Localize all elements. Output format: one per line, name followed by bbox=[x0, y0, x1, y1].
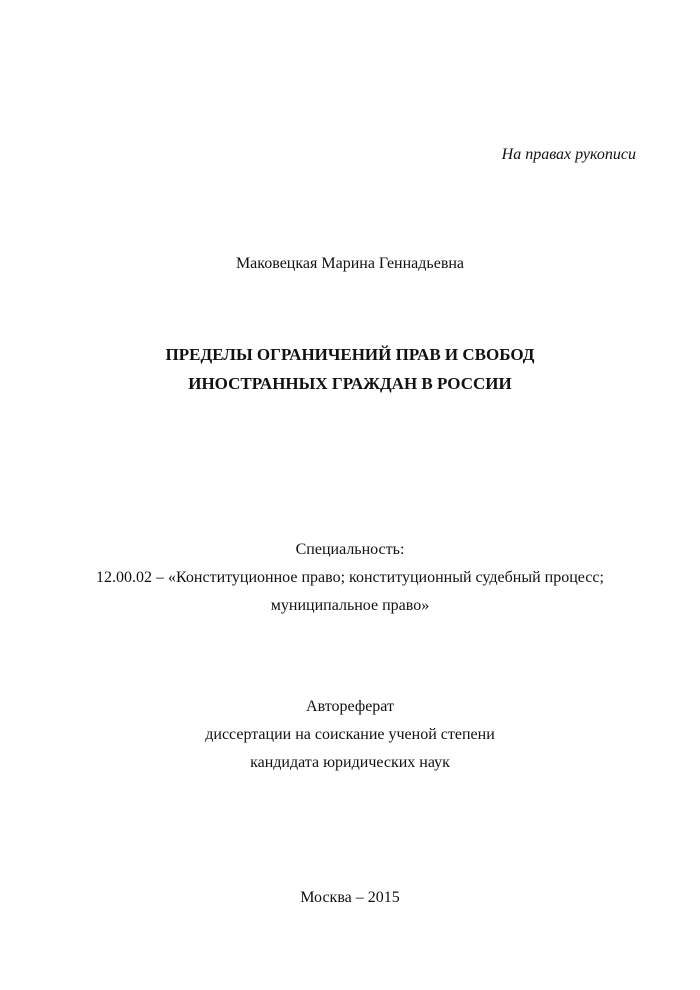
abstract-line-1: Автореферат bbox=[306, 698, 394, 715]
specialty-block bbox=[0, 536, 700, 620]
title-line-1: ПРЕДЕЛЫ ОГРАНИЧЕНИЙ ПРАВ И СВОБОД bbox=[165, 345, 535, 364]
author-name: Маковецкая Марина Геннадьевна bbox=[235, 255, 465, 272]
manuscript-rights-note: На правах рукописи bbox=[501, 146, 636, 163]
specialty-line-2: муниципальное право» bbox=[270, 597, 430, 614]
abstract-line-2: диссертации на соискание ученой степени bbox=[205, 726, 495, 743]
specialty-label: Специальность: bbox=[295, 541, 405, 558]
title-line-2: ИНОСТРАННЫХ ГРАЖДАН В РОССИИ bbox=[188, 374, 512, 393]
abstract-block bbox=[0, 693, 700, 777]
abstract-line-3: кандидата юридических наук bbox=[250, 754, 450, 771]
specialty-line-1: 12.00.02 – «Конституционное право; конституционный судебный процесс; bbox=[96, 569, 604, 586]
dissertation-title bbox=[0, 340, 700, 398]
city-year: Москва – 2015 bbox=[300, 889, 400, 906]
